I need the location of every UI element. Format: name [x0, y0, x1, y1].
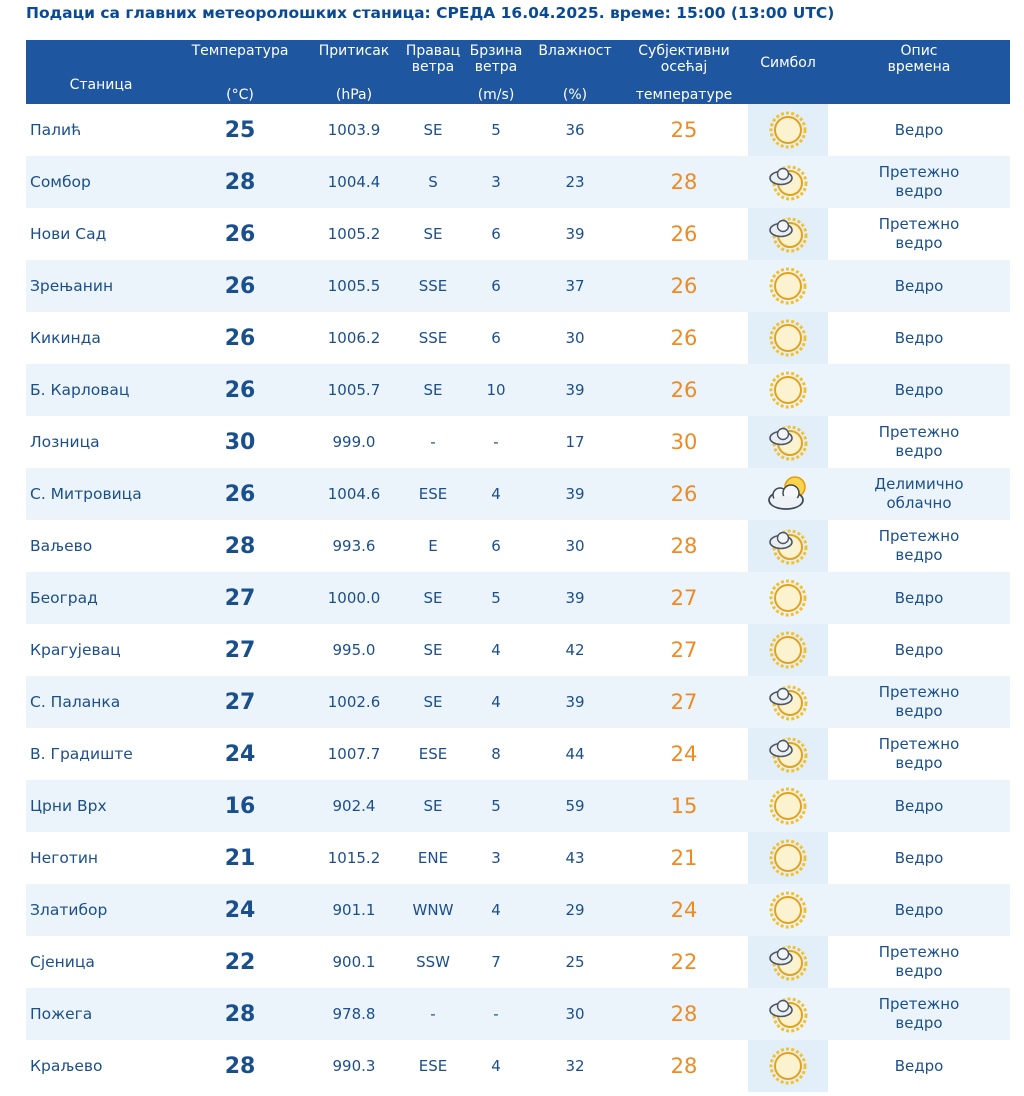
description-line-1: Ведро: [894, 848, 944, 867]
description-line-1: Ведро: [894, 276, 944, 295]
feels-like-value: 22: [620, 936, 748, 988]
weather-symbol: [748, 1040, 828, 1092]
pressure-value: 1015.2: [304, 832, 404, 884]
feels-like-value: 28: [620, 520, 748, 572]
weather-stations-table: [26, 40, 1010, 1092]
temperature-value: 28: [176, 156, 304, 208]
humidity-value: 39: [530, 468, 620, 520]
pressure-value: 1000.0: [304, 572, 404, 624]
weather-description: [828, 260, 1010, 312]
wind-speed-value: 6: [462, 208, 530, 260]
description-line-1: Претежно: [878, 943, 960, 961]
wind-direction-value: ESE: [404, 1040, 462, 1092]
weather-description: [828, 208, 1010, 260]
temperature-value: 21: [176, 832, 304, 884]
pressure-value: 1002.6: [304, 676, 404, 728]
description-line-1: Претежно: [878, 215, 960, 233]
weather-symbol: [748, 832, 828, 884]
temperature-value: 28: [176, 520, 304, 572]
weather-symbol: [748, 208, 828, 260]
weather-symbol: [748, 728, 828, 780]
humidity-value: 42: [530, 624, 620, 676]
mostly-sunny-icon: [765, 159, 811, 205]
station-name: Пожега: [26, 988, 176, 1040]
wind-direction-value: -: [404, 988, 462, 1040]
mostly-sunny-icon: [765, 211, 811, 257]
pressure-value: 1007.7: [304, 728, 404, 780]
table-row: [26, 416, 1010, 468]
weather-description: [828, 416, 1010, 468]
temperature-value: 28: [176, 988, 304, 1040]
temperature-value: 22: [176, 936, 304, 988]
feels-like-value: 24: [620, 884, 748, 936]
pressure-value: 1006.2: [304, 312, 404, 364]
temperature-value: 26: [176, 468, 304, 520]
sun-icon: [765, 627, 811, 673]
wind-speed-value: 5: [462, 780, 530, 832]
header-pressure: Притисак (hPa): [304, 40, 404, 104]
station-name: С. Митровица: [26, 468, 176, 520]
temperature-value: 25: [176, 104, 304, 156]
description-line-1: Ведро: [894, 640, 944, 659]
description-line-1: Делимично: [874, 475, 964, 493]
humidity-value: 29: [530, 884, 620, 936]
station-name: Кикинда: [26, 312, 176, 364]
weather-symbol: [748, 104, 828, 156]
table-row: [26, 520, 1010, 572]
table-row: [26, 988, 1010, 1040]
description-line-1: Претежно: [878, 423, 960, 441]
station-name: Сјеница: [26, 936, 176, 988]
header-symbol: Симбол: [748, 40, 828, 104]
wind-speed-value: 4: [462, 624, 530, 676]
feels-like-value: 26: [620, 468, 748, 520]
table-row: [26, 780, 1010, 832]
wind-direction-value: E: [404, 520, 462, 572]
table-header-row: [26, 40, 1010, 104]
wind-speed-value: 4: [462, 1040, 530, 1092]
weather-description: [828, 676, 1010, 728]
sun-icon: [765, 887, 811, 933]
wind-speed-value: 6: [462, 520, 530, 572]
pressure-value: 1005.7: [304, 364, 404, 416]
wind-direction-value: SSW: [404, 936, 462, 988]
table-row: [26, 312, 1010, 364]
station-name: Неготин: [26, 832, 176, 884]
humidity-value: 39: [530, 364, 620, 416]
pressure-value: 995.0: [304, 624, 404, 676]
pressure-value: 1004.4: [304, 156, 404, 208]
table-row: [26, 936, 1010, 988]
wind-direction-value: SSE: [404, 260, 462, 312]
table-row: [26, 832, 1010, 884]
humidity-value: 32: [530, 1040, 620, 1092]
weather-symbol: [748, 468, 828, 520]
feels-like-value: 30: [620, 416, 748, 468]
table-row: [26, 260, 1010, 312]
description-line-2: ведро: [895, 1014, 943, 1032]
pressure-value: 1004.6: [304, 468, 404, 520]
feels-like-value: 26: [620, 364, 748, 416]
feels-like-value: 25: [620, 104, 748, 156]
wind-speed-value: -: [462, 988, 530, 1040]
weather-description: [828, 572, 1010, 624]
description-line-2: ведро: [895, 182, 943, 200]
humidity-value: 30: [530, 312, 620, 364]
wind-speed-value: 5: [462, 104, 530, 156]
description-line-1: Ведро: [894, 796, 944, 815]
wind-speed-value: 5: [462, 572, 530, 624]
humidity-value: 17: [530, 416, 620, 468]
pressure-value: 1005.5: [304, 260, 404, 312]
temperature-value: 16: [176, 780, 304, 832]
humidity-value: 39: [530, 572, 620, 624]
wind-speed-value: 3: [462, 156, 530, 208]
wind-direction-value: ENE: [404, 832, 462, 884]
feels-like-value: 27: [620, 572, 748, 624]
description-line-2: ведро: [895, 546, 943, 564]
feels-like-value: 24: [620, 728, 748, 780]
mostly-sunny-icon: [765, 523, 811, 569]
weather-description: [828, 780, 1010, 832]
weather-description: [828, 1040, 1010, 1092]
header-humidity: Влажност (%): [530, 40, 620, 104]
wind-direction-value: SE: [404, 104, 462, 156]
weather-description: [828, 156, 1010, 208]
table-row: [26, 208, 1010, 260]
wind-speed-value: 10: [462, 364, 530, 416]
temperature-value: 27: [176, 624, 304, 676]
weather-symbol: [748, 988, 828, 1040]
page-title: Подаци са главних метеоролошких станица: СРЕДА 16.04.2025. време: 15:00 (13:00 UTC): [26, 4, 835, 22]
feels-like-value: 27: [620, 624, 748, 676]
weather-description: [828, 936, 1010, 988]
temperature-value: 24: [176, 728, 304, 780]
weather-description: [828, 624, 1010, 676]
station-name: С. Паланка: [26, 676, 176, 728]
pressure-value: 978.8: [304, 988, 404, 1040]
description-line-1: Претежно: [878, 735, 960, 753]
temperature-value: 24: [176, 884, 304, 936]
description-line-1: Претежно: [878, 527, 960, 545]
wind-speed-value: -: [462, 416, 530, 468]
weather-symbol: [748, 364, 828, 416]
mostly-sunny-icon: [765, 679, 811, 725]
description-line-2: облачно: [886, 494, 952, 512]
station-name: Београд: [26, 572, 176, 624]
humidity-value: 44: [530, 728, 620, 780]
pressure-value: 1003.9: [304, 104, 404, 156]
pressure-value: 901.1: [304, 884, 404, 936]
mostly-sunny-icon: [765, 731, 811, 777]
weather-description: [828, 468, 1010, 520]
wind-speed-value: 4: [462, 884, 530, 936]
pressure-value: 993.6: [304, 520, 404, 572]
description-line-2: ведро: [895, 962, 943, 980]
station-name: Сомбор: [26, 156, 176, 208]
temperature-value: 26: [176, 312, 304, 364]
humidity-value: 39: [530, 208, 620, 260]
description-line-2: ведро: [895, 442, 943, 460]
description-line-1: Ведро: [894, 120, 944, 139]
pressure-value: 999.0: [304, 416, 404, 468]
humidity-value: 36: [530, 104, 620, 156]
table-row: [26, 364, 1010, 416]
weather-symbol: [748, 416, 828, 468]
weather-symbol: [748, 676, 828, 728]
header-temperature: Температура (°C): [176, 40, 304, 104]
weather-symbol: [748, 312, 828, 364]
station-name: Зрењанин: [26, 260, 176, 312]
description-line-1: Претежно: [878, 995, 960, 1013]
pressure-value: 902.4: [304, 780, 404, 832]
mostly-sunny-icon: [765, 991, 811, 1037]
wind-speed-value: 8: [462, 728, 530, 780]
feels-like-value: 26: [620, 312, 748, 364]
temperature-value: 26: [176, 260, 304, 312]
weather-symbol: [748, 520, 828, 572]
wind-speed-value: 7: [462, 936, 530, 988]
weather-symbol: [748, 780, 828, 832]
table-row: [26, 676, 1010, 728]
wind-direction-value: SE: [404, 364, 462, 416]
weather-symbol: [748, 884, 828, 936]
temperature-value: 28: [176, 1040, 304, 1092]
header-station: Станица: [26, 40, 176, 104]
header-wind-speed: Брзина ветра (m/s): [462, 40, 530, 104]
humidity-value: 30: [530, 988, 620, 1040]
weather-symbol: [748, 156, 828, 208]
feels-like-value: 28: [620, 988, 748, 1040]
wind-direction-value: -: [404, 416, 462, 468]
station-name: Ваљево: [26, 520, 176, 572]
sun-icon: [765, 367, 811, 413]
weather-symbol: [748, 936, 828, 988]
description-line-1: Ведро: [894, 588, 944, 607]
wind-direction-value: ESE: [404, 728, 462, 780]
feels-like-value: 28: [620, 156, 748, 208]
sun-icon: [765, 575, 811, 621]
station-name: Краљево: [26, 1040, 176, 1092]
humidity-value: 25: [530, 936, 620, 988]
wind-direction-value: WNW: [404, 884, 462, 936]
wind-direction-value: SE: [404, 572, 462, 624]
wind-direction-value: SE: [404, 624, 462, 676]
temperature-value: 30: [176, 416, 304, 468]
description-line-1: Ведро: [894, 1056, 944, 1075]
sun-icon: [765, 835, 811, 881]
description-line-2: ведро: [895, 754, 943, 772]
wind-speed-value: 4: [462, 468, 530, 520]
humidity-value: 37: [530, 260, 620, 312]
table-row: [26, 1040, 1010, 1092]
weather-description: [828, 520, 1010, 572]
sun-icon: [765, 263, 811, 309]
humidity-value: 59: [530, 780, 620, 832]
description-line-2: ведро: [895, 234, 943, 252]
sun-icon: [765, 1043, 811, 1089]
feels-like-value: 28: [620, 1040, 748, 1092]
humidity-value: 39: [530, 676, 620, 728]
station-name: Б. Карловац: [26, 364, 176, 416]
feels-like-value: 26: [620, 260, 748, 312]
table-row: [26, 468, 1010, 520]
partly-cloudy-icon: [765, 471, 811, 517]
station-name: Црни Врх: [26, 780, 176, 832]
header-description: Опис времена: [828, 40, 1010, 104]
sun-icon: [765, 783, 811, 829]
weather-description: [828, 728, 1010, 780]
wind-direction-value: SE: [404, 208, 462, 260]
temperature-value: 27: [176, 572, 304, 624]
pressure-value: 990.3: [304, 1040, 404, 1092]
station-name: Нови Сад: [26, 208, 176, 260]
header-feels-like: Субјективни осећај температуре: [620, 40, 748, 104]
pressure-value: 1005.2: [304, 208, 404, 260]
feels-like-value: 27: [620, 676, 748, 728]
station-name: Златибор: [26, 884, 176, 936]
temperature-value: 27: [176, 676, 304, 728]
weather-description: [828, 884, 1010, 936]
temperature-value: 26: [176, 364, 304, 416]
description-line-1: Ведро: [894, 380, 944, 399]
sun-icon: [765, 315, 811, 361]
temperature-value: 26: [176, 208, 304, 260]
wind-direction-value: ESE: [404, 468, 462, 520]
pressure-value: 900.1: [304, 936, 404, 988]
mostly-sunny-icon: [765, 419, 811, 465]
humidity-value: 30: [530, 520, 620, 572]
humidity-value: 43: [530, 832, 620, 884]
station-name: Палић: [26, 104, 176, 156]
weather-description: [828, 988, 1010, 1040]
table-row: [26, 624, 1010, 676]
table-row: [26, 572, 1010, 624]
station-name: Крагујевац: [26, 624, 176, 676]
wind-direction-value: SE: [404, 676, 462, 728]
feels-like-value: 21: [620, 832, 748, 884]
description-line-1: Претежно: [878, 683, 960, 701]
wind-speed-value: 4: [462, 676, 530, 728]
humidity-value: 23: [530, 156, 620, 208]
feels-like-value: 26: [620, 208, 748, 260]
description-line-2: ведро: [895, 702, 943, 720]
table-row: [26, 728, 1010, 780]
wind-speed-value: 3: [462, 832, 530, 884]
header-wind-direction: Правац ветра: [404, 40, 462, 104]
weather-description: [828, 104, 1010, 156]
station-name: Лозница: [26, 416, 176, 468]
wind-speed-value: 6: [462, 260, 530, 312]
description-line-1: Претежно: [878, 163, 960, 181]
wind-direction-value: SSE: [404, 312, 462, 364]
feels-like-value: 15: [620, 780, 748, 832]
weather-description: [828, 832, 1010, 884]
wind-speed-value: 6: [462, 312, 530, 364]
wind-direction-value: S: [404, 156, 462, 208]
weather-symbol: [748, 260, 828, 312]
weather-description: [828, 312, 1010, 364]
description-line-1: Ведро: [894, 328, 944, 347]
weather-description: [828, 364, 1010, 416]
sun-icon: [765, 107, 811, 153]
weather-symbol: [748, 572, 828, 624]
table-row: [26, 884, 1010, 936]
mostly-sunny-icon: [765, 939, 811, 985]
description-line-1: Ведро: [894, 900, 944, 919]
weather-symbol: [748, 624, 828, 676]
wind-direction-value: SE: [404, 780, 462, 832]
table-row: [26, 104, 1010, 156]
station-name: В. Градиште: [26, 728, 176, 780]
table-row: [26, 156, 1010, 208]
